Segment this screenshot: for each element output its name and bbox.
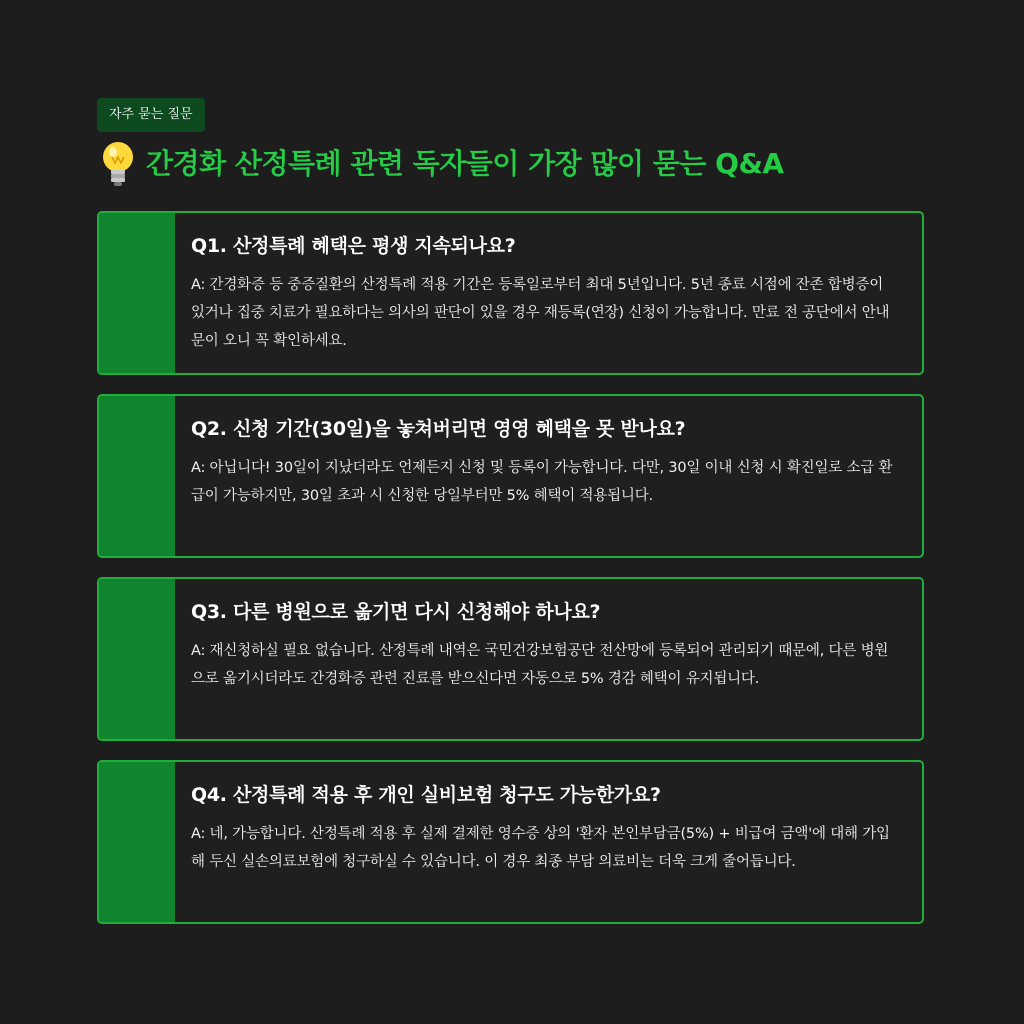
faq-card-3 (97, 577, 924, 741)
lightbulb-icon (100, 141, 136, 187)
page-title: 간경화 산정특례 관련 독자들이 가장 많이 묻는 Q&A (146, 147, 784, 180)
faq-badge: 자주 묻는 질문 (97, 98, 205, 132)
card-accent-stripe (99, 579, 175, 739)
faq-answer: A: 재신청하실 필요 없습니다. 산정특례 내역은 국민건강보험공단 전산망에 등록되어 관리되기 때문에, 다른 병원으로 옮기시더라도 간경화증 관련 진료를 받으신다면 자동으로 5% 경감 혜택이 유지됩니다. (191, 643, 889, 687)
faq-question: Q4. 산정특례 적용 후 개인 실비보험 청구도 가능한가요? (191, 784, 661, 806)
card-accent-stripe (99, 396, 175, 556)
faq-card-1 (97, 211, 924, 375)
faq-answer: A: 간경화증 등 중증질환의 산정특례 적용 기간은 등록일로부터 최대 5년입니다. 5년 종료 시점에 잔존 합병증이 있거나 집중 치료가 필요하다는 의사의 판단이 있을 경우 재등록(연장) 신청이 가능합니다. 만료 전 공단에서 안내문이 오니 꼭 확인하세요. (191, 277, 890, 349)
card-accent-stripe (99, 762, 175, 922)
faq-card-2 (97, 394, 924, 558)
faq-question: Q3. 다른 병원으로 옮기면 다시 신청해야 하나요? (191, 601, 601, 623)
faq-question: Q2. 신청 기간(30일)을 놓쳐버리면 영영 혜택을 못 받나요? (191, 418, 686, 440)
faq-answer: A: 네, 가능합니다. 산정특례 적용 후 실제 결제한 영수증 상의 '환자 본인부담금(5%) + 비급여 금액'에 대해 가입해 두신 실손의료보험에 청구하실 수 있습니다. 이 경우 최종 부담 의료비는 더욱 크게 줄어듭니다. (191, 826, 890, 870)
faq-answer: A: 아닙니다! 30일이 지났더라도 언제든지 신청 및 등록이 가능합니다. 다만, 30일 이내 신청 시 확진일로 소급 환급이 가능하지만, 30일 초과 시 신청한 당일부터만 5% 혜택이 적용됩니다. (191, 460, 893, 504)
card-accent-stripe (99, 213, 175, 373)
faq-card-4 (97, 760, 924, 924)
faq-question: Q1. 산정특례 혜택은 평생 지속되나요? (191, 235, 516, 257)
page-header (100, 139, 784, 189)
